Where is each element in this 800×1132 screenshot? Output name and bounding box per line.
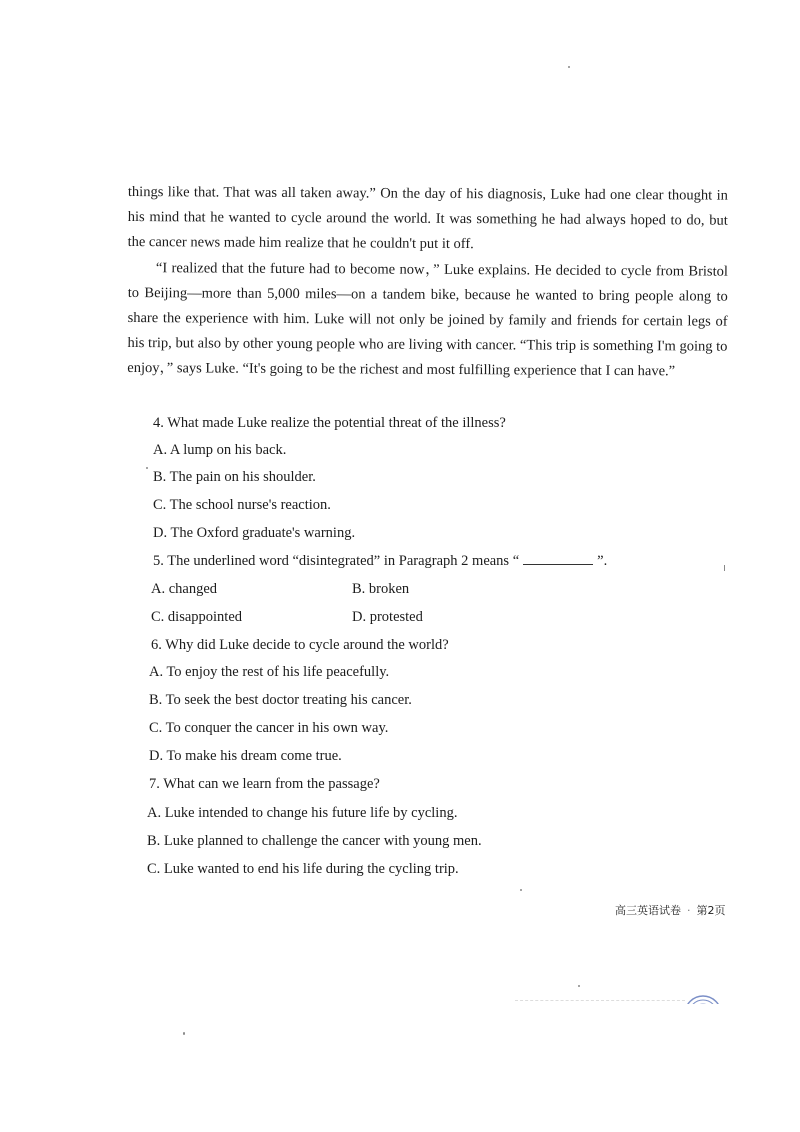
question-7-stem: 7. What can we learn from the passage?: [149, 776, 380, 792]
scan-speck: [146, 467, 148, 469]
question-5-option-d: D. protested: [352, 609, 423, 625]
question-7-option-c: C. Luke wanted to end his life during the cycling trip.: [147, 861, 459, 877]
passage-paragraph-text: “I realized that the future had to become now，” Luke explains. He decided to cycle from Bristol to Beijing—more than 5,000 miles—on a tandem bike, because he wanted to bring people along to share the experience with him. Luke will not only be joined by family and friends for certain legs of his trip, but also by other young people who are living with cancer. “This trip is something I'm going to enjoy，” says Luke. “It's going to be the richest and most fulfilling experience that I can have.”: [127, 260, 728, 380]
question-5-option-c: C. disappointed: [151, 609, 243, 625]
question-6-option-b: B. To seek the best doctor treating his cancer.: [149, 692, 412, 708]
question-4-stem: 4. What made Luke realize the potential threat of the illness?: [153, 415, 506, 431]
question-7-option-b: B. Luke planned to challenge the cancer with young men.: [147, 833, 482, 849]
question-6-stem: 6. Why did Luke decide to cycle around the world?: [151, 637, 449, 653]
question-5-stem-end: ”.: [597, 553, 608, 569]
scan-speck: [724, 565, 725, 571]
scan-speck: [578, 985, 580, 987]
page-number: 第2页: [696, 904, 726, 917]
question-6-option-a: A. To enjoy the rest of his life peacefully.: [149, 664, 390, 680]
question-6-option-d: D. To make his dream come true.: [149, 748, 342, 764]
passage-paragraph-quote: [127, 256, 728, 385]
question-6-option-c: C. To conquer the cancer in his own way.: [149, 720, 389, 736]
footer-separator: ·: [687, 904, 691, 917]
scan-speck: [183, 1032, 185, 1035]
question-5-stem-text: 5. The underlined word “disintegrated” in Paragraph 2 means “: [153, 553, 520, 569]
stamp-mark: [683, 992, 723, 1004]
answer-blank: [523, 552, 593, 565]
question-4-option-c: C. The school nurse's reaction.: [153, 497, 331, 513]
question-4-option-b: B. The pain on his shoulder.: [153, 469, 316, 485]
page-footer: [615, 902, 726, 918]
faint-rule: [515, 1000, 685, 1001]
question-5-option-a: A. changed: [151, 581, 218, 597]
question-4-option-d: D. The Oxford graduate's warning.: [153, 525, 356, 541]
question-7-option-a: A. Luke intended to change his future life by cycling.: [147, 805, 458, 821]
question-5-option-b: B. broken: [352, 581, 410, 597]
exam-name: 高三英语试卷: [615, 904, 681, 917]
question-5-stem: [153, 551, 607, 571]
scan-speck: [568, 66, 570, 68]
question-4-option-a: A. A lump on his back.: [153, 442, 287, 458]
scan-speck: [520, 889, 522, 891]
passage-paragraph-continued: things like that. That was all taken away.” On the day of his diagnosis, Luke had one clear thought in his mind that he wanted to cycle around the world. It was something he had always hoped to do, but the cancer news made him realize that he couldn't put it off.: [127, 183, 728, 253]
